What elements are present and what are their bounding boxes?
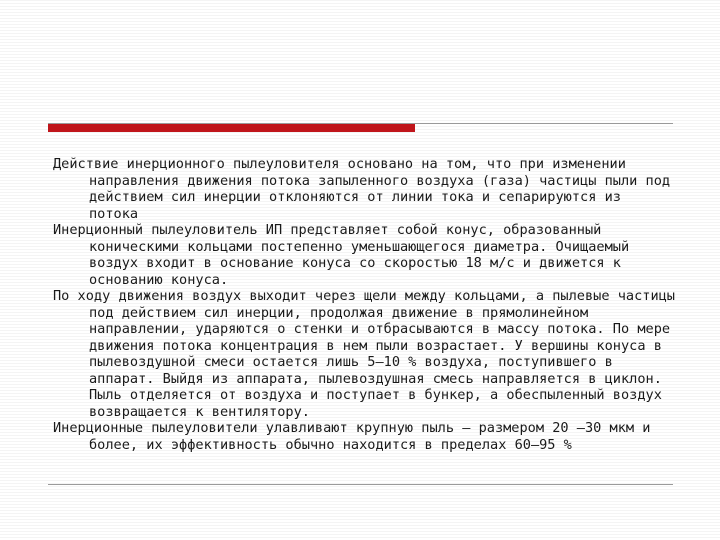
paragraph-device-structure: Инерционный пылеуловитель ИП представляет собой конус, образованный коническими кольцами постепенно уменьшающегося диаметра. Очищаемый воздух входит в основание конуса со скоростью 18 м/с и движется к основанию конуса. — [53, 222, 630, 288]
paragraph-inertial-principle: Действие инерционного пылеуловителя основано на том, что при изменении направления движения потока запыленного воздуха (газа) частицы пыли под действием сил инерции отклоняются от линии тока и сепарируются из потока — [53, 156, 671, 222]
paragraph-efficiency: Инерционные пылеуловители улавливают крупную пыль — размером 20 —30 мкм и более, их эффективность обычно находится в пределах 60—95 % — [53, 420, 651, 453]
body-text — [53, 156, 678, 453]
accent-bar — [48, 124, 415, 132]
paragraph-air-flow: По ходу движения воздух выходит через щели между кольцами, а пылевые частицы под действием сил инерции, продолжая движение в прямолинейном направлении, ударяются о стенки и отбрасываются в массу потока. По мере движения потока концентрация в нем пыли возрастает. У вершины конуса в пылевоздушной смеси остается лишь 5—10 % воздуха, поступившего в аппарат. Выйдя из аппарата, пылевоздушная смесь направляется в циклон. Пыль отделяется от воздуха и поступает в бункер, а обеспыленный воздух возвращается к вентилятору. — [53, 288, 675, 420]
bottom-divider — [48, 484, 673, 485]
